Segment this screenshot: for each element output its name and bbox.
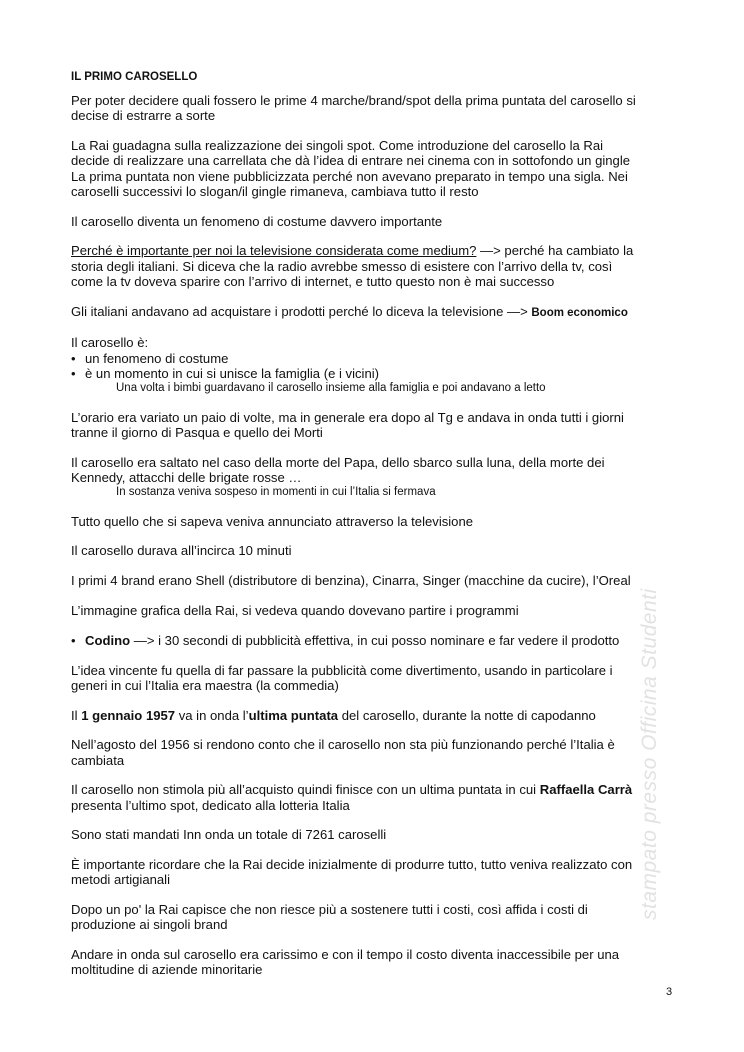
paragraph-6 (71, 335, 676, 395)
paragraph-5 (71, 304, 676, 321)
text-line: Dopo un po' la Rai capisce che non riesce più a sostenere tutti i costi, così affida i costi di (71, 902, 588, 918)
text-line: È importante ricordare che la Rai decide inizialmente di produrre tutto, tutto veniva realizzato con (71, 857, 633, 873)
bullet-icon: • (71, 350, 76, 366)
paragraph-13 (71, 633, 676, 648)
text-line (71, 708, 676, 723)
watermark: stampato presso Officina Studenti (638, 588, 661, 920)
text-line: Tutto quello che si sapeva veniva annunciato attraverso la televisione (71, 513, 474, 529)
bold-term: Boom economico (531, 306, 628, 319)
paragraph-10 (71, 543, 676, 558)
text-line: Il carosello era saltato nel caso della morte del Papa, dello sbarco sulla luna, della morte dei (71, 454, 605, 470)
paragraph-20 (71, 902, 676, 932)
paragraph-8 (71, 455, 676, 499)
text-line: Il carosello durava all’incirca 10 minuti (71, 543, 292, 559)
bullet-text: —> i 30 secondi di pubblicità effettiva, in cui posso nominare e far vedere il prodotto (130, 632, 620, 648)
text-line: caroselli successivi lo slogan/il gingle rimaneva, cambiava tutto il resto (71, 183, 479, 199)
paragraph-16 (71, 737, 676, 767)
bullet-text: è un momento in cui si unisce la famiglia (e i vicini) (85, 365, 380, 381)
bullet-icon: • (71, 365, 76, 381)
text-line: I primi 4 brand erano Shell (distributore di benzina), Cinarra, Singer (macchine da cucire), l’Oreal (71, 573, 631, 589)
paragraph-12 (71, 603, 676, 618)
text-line (71, 304, 676, 321)
bullet-text: un fenomeno di costume (85, 350, 229, 366)
section-title: IL PRIMO CAROSELLO (71, 71, 198, 83)
text-line: tranne il giorno di Pasqua e quello dei Morti (71, 424, 323, 440)
text-line: decise di estrarre a sorte (71, 108, 216, 124)
paragraph-2 (71, 138, 676, 199)
paragraph-1 (71, 93, 676, 123)
text-line: La Rai guadagna sulla realizzazione dei singoli spot. Come introduzione del carosello la Rai (71, 138, 604, 154)
text-line: metodi artigianali (71, 872, 170, 888)
paragraph-18 (71, 827, 676, 842)
bullet-icon: • (71, 632, 76, 648)
paragraph-4 (71, 243, 676, 289)
text-line: come la tv doveva sparire con l’arrivo di internet, e tutto questo non è mai successo (71, 273, 555, 289)
text-line: Per poter decidere quali fossero le prime 4 marche/brand/spot della prima puntata del carosello si (71, 93, 636, 109)
text-line (71, 243, 676, 258)
text-run: va in onda l’ (175, 707, 249, 723)
text-line: storia degli italiani. Si diceva che la radio avrebbe smesso di esistere con l’arrivo della tv, così (71, 258, 613, 274)
text-run: del carosello, durante la notte di capodanno (338, 707, 596, 723)
bold-term: ultima puntata (248, 707, 339, 723)
paragraph-17 (71, 782, 676, 812)
paragraph-19 (71, 857, 676, 887)
text-line: La prima puntata non viene pubblicizzata perché non avevano preparato in tempo una sigla. Nei (71, 168, 628, 184)
bold-date: 1 gennaio 1957 (81, 707, 176, 723)
document-body (71, 70, 676, 992)
text-line: Andare in onda sul carosello era carissimo e con il tempo il costo diventa inaccessibile per una (71, 947, 620, 963)
bullet-item (71, 366, 676, 381)
text-line: L’orario era variato un paio di volte, ma in generale era dopo al Tg e andava in onda tutti i giorni (71, 409, 624, 425)
bold-name: Raffaella Carrà (539, 782, 633, 798)
text-line: generi in cui l’Italia era maestra (la commedia) (71, 677, 339, 693)
paragraph-7 (71, 410, 676, 440)
answer-start: —> perché ha cambiato la (476, 243, 634, 259)
underlined-question: Perché è importante per noi la televisione considerata come medium? (71, 243, 477, 259)
text-line: cambiata (71, 752, 125, 768)
sentence: Gli italiani andavano ad acquistare i prodotti perché lo diceva la televisione —> (71, 303, 532, 319)
paragraph-3 (71, 214, 676, 229)
text-line: Nell’agosto del 1956 si rendono conto che il carosello non sta più funzionando perché l’Italia è (71, 737, 615, 753)
indented-note: In sostanza veniva sospeso in momenti in cui l’Italia si fermava (116, 486, 436, 499)
bullet-item (71, 351, 676, 366)
text-line: L’immagine grafica della Rai, si vedeva quando dovevano partire i programmi (71, 603, 519, 618)
text-line: decide di realizzare una carrellata che dà l’idea di entrare nei cinema con in sottofondo un gingle (71, 153, 631, 169)
paragraph-14 (71, 663, 676, 693)
indented-note: Una volta i bimbi guardavano il carosello insieme alla famiglia e poi andavano a letto (116, 382, 546, 395)
text-run: Il (71, 707, 82, 723)
text-line: presenta l’ultimo spot, dedicato alla lotteria Italia (71, 797, 350, 813)
text-line: moltitudine di aziende minoritarie (71, 962, 263, 978)
text-run: Il carosello non stimola più all’acquisto quindi finisce con un ultima puntata in cui (71, 782, 540, 798)
paragraph-9 (71, 514, 676, 529)
text-line: Il carosello diventa un fenomeno di costume davvero importante (71, 213, 443, 229)
paragraph-15 (71, 708, 676, 723)
text-line: Kennedy, attacchi delle brigate rosse … (71, 469, 302, 485)
text-line (71, 782, 676, 797)
bold-term: Codino (85, 632, 131, 648)
text-line: L’idea vincente fu quella di far passare la pubblicità come divertimento, usando in particolare i (71, 662, 613, 678)
text-line: Sono stati mandati Inn onda un totale di 7261 caroselli (71, 827, 387, 843)
text-line: Il carosello è: (71, 335, 149, 351)
paragraph-11 (71, 573, 676, 588)
page-number: 3 (666, 986, 673, 998)
text-line: produzione ai singoli brand (71, 917, 228, 933)
bullet-item (71, 633, 676, 648)
paragraph-21 (71, 947, 676, 977)
